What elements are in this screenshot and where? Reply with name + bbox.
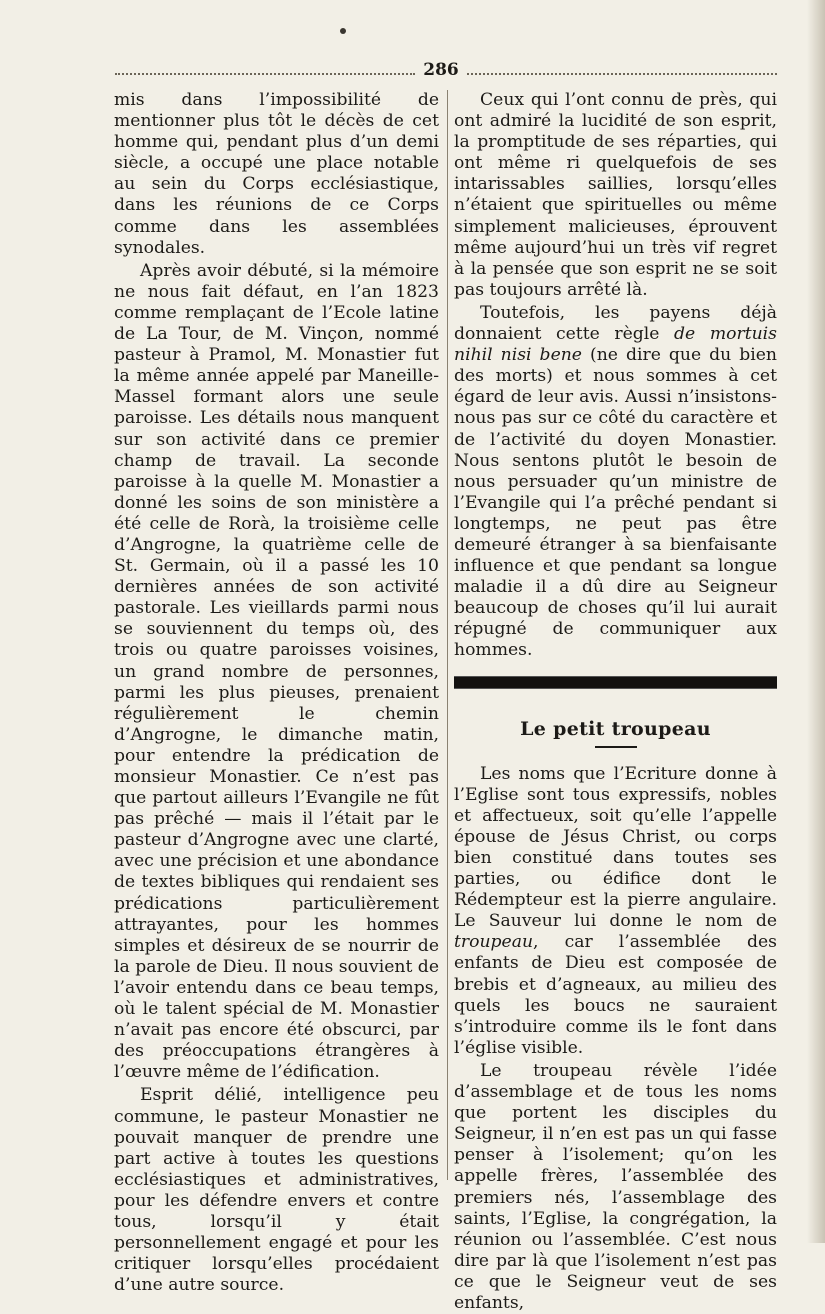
obituary-continuation [454, 90, 777, 662]
right-column [454, 90, 777, 1314]
section-title: Le petit troupeau [520, 717, 711, 740]
page-number: 286 [423, 60, 459, 80]
page-header [115, 58, 777, 82]
p2-text-before: Toutefois, les payens déjà donnaient cette règle [454, 302, 777, 345]
left-column [114, 90, 439, 1296]
right-paragraph-2 [454, 303, 777, 662]
left-paragraph-3: Esprit délié, intelligence peu commune, le pasteur Monastier ne pouvait manquer de prendre une part active à toutes les questions ecclésiastiques et administratives, pour les défendre envers et contre tous, lorsqu’il y était personnellement engagé et pour les critiquer lorsqu’elles procédaient d’une autre source. [114, 1085, 439, 1296]
right-paragraph-1: Ceux qui l’ont connu de près, qui ont admiré la lucidité de son esprit, la promptitude de ses réparties, qui ont même ri quelquefois de ses intarissables saillies, lorsqu’elles n’étaient que spirituelles ou même simplement malicieuses, éprouvent même aujourd’hui un très vif regret à la pensée que son esprit ne se soit pas toujours arrêté là. [454, 90, 777, 300]
article-body [454, 764, 777, 1314]
latin-maxim: de mortuis nihil nisi bene [454, 324, 777, 366]
page-edge-shadow [807, 0, 825, 1243]
p2-text-after: (ne dire que du bien des morts) et nous sommes à cet égard de leur avis. Aussi n’insistons-nous pas sur ce côté du caractère et de l’activité du doyen Monastier. Nous sentons plutôt le besoin de nous persuader qu’un ministre de l’Evangile qui l’a prêché pendant si longtemps, ne peut pas être demeuré étranger à sa bienfaisante influence et que pendant sa longue maladie il a dû dire au Seigneur beaucoup de choses qu’il lui aurait répugné de communiquer aux hommes. [454, 345, 777, 661]
right-paragraph-3 [454, 764, 777, 1059]
header-rule-right [467, 73, 777, 75]
column-divider [447, 90, 448, 1180]
title-dash [595, 746, 637, 748]
emphasis-troupeau: troupeau [454, 932, 534, 953]
ink-speck [340, 28, 346, 34]
left-paragraph-2: Après avoir débuté, si la mémoire ne nous fait défaut, en l’an 1823 comme remplaçant de l’Ecole latine de La Tour, de M. Vinçon, nommé pasteur à Pramol, M. Monastier fut la même année appelé par Maneille-Massel formant alors une seule paroisse. Les détails nous manquent sur son activité dans ce premier champ de travail. La seconde paroisse à la quelle M. Monastier a donné les soins de son ministère a été celle de Rorà, la troisième celle d’Angrogne, la quatrième celle de St. Germain, où il a passé les 10 dernières années de son activité pastorale. Les vieillards parmi nous se souviennent du temps où, des trois ou quatre paroisses voisines, un grand nombre de personnes, parmi les plus pieuses, prenaient régulièrement le chemin d’Angrogne, le dimanche matin, pour entendre la prédication de monsieur Monastier. Ce n’est pas que partout ailleurs l’Evangile ne fût pas prêché — mais il l’était par le pasteur d’Angrogne avec une clarté, avec une précision et une abondance de textes bibliques qui rendaient ses prédications particulièrement attrayantes, pour les hommes simples et désireux de se nourrir de la parole de Dieu. Il nous souvient de l’avoir entendu dans ce beau temps, où le talent spécial de M. Monastier n’avait pas encore été obscurci, par des préoccupations étrangères à l’œuvre même de l’édification. [114, 260, 439, 1083]
p3-text-after: , car l’assemblée des enfants de Dieu est composée de brebis et d’agneaux, au milieu des quels les boucs ne sauraient s’introduire comme ils le font dans l’église visible. [454, 932, 777, 1058]
header-rule-left [115, 73, 415, 75]
section-separator [454, 676, 777, 689]
left-paragraph-1: mis dans l’impossibilité de mentionner plus tôt le décès de cet homme qui, pendant plus d’un demi siècle, a occupé une place notable au sein du Corps ecclésiastique, dans les réunions de ce Corps comme dans les assemblées synodales. [114, 90, 439, 258]
right-paragraph-4: Le troupeau révèle l’idée d’assemblage et de tous les noms que portent les disciples du Seigneur, il n’en est pas un qui fasse penser à l’isolement; qu’on les appelle frères, l’assemblée des premiers nés, l’assemblage des saints, l’Eglise, la congrégation, la réunion ou l’assemblée. C’est nous dire par là que l’isolement n’est pas ce que le Seigneur veut de ses enfants, [454, 1060, 777, 1313]
p3-text-before: Les noms que l’Ecriture donne à l’Eglise sont tous expressifs, nobles et affectueux, soit qu’elle l’appelle épouse de Jésus Christ, ou corps bien constitué dans toutes ses parties, ou édifice dont le Rédempteur est la pierre angulaire. Le Sauveur lui donne le nom de [454, 763, 777, 932]
